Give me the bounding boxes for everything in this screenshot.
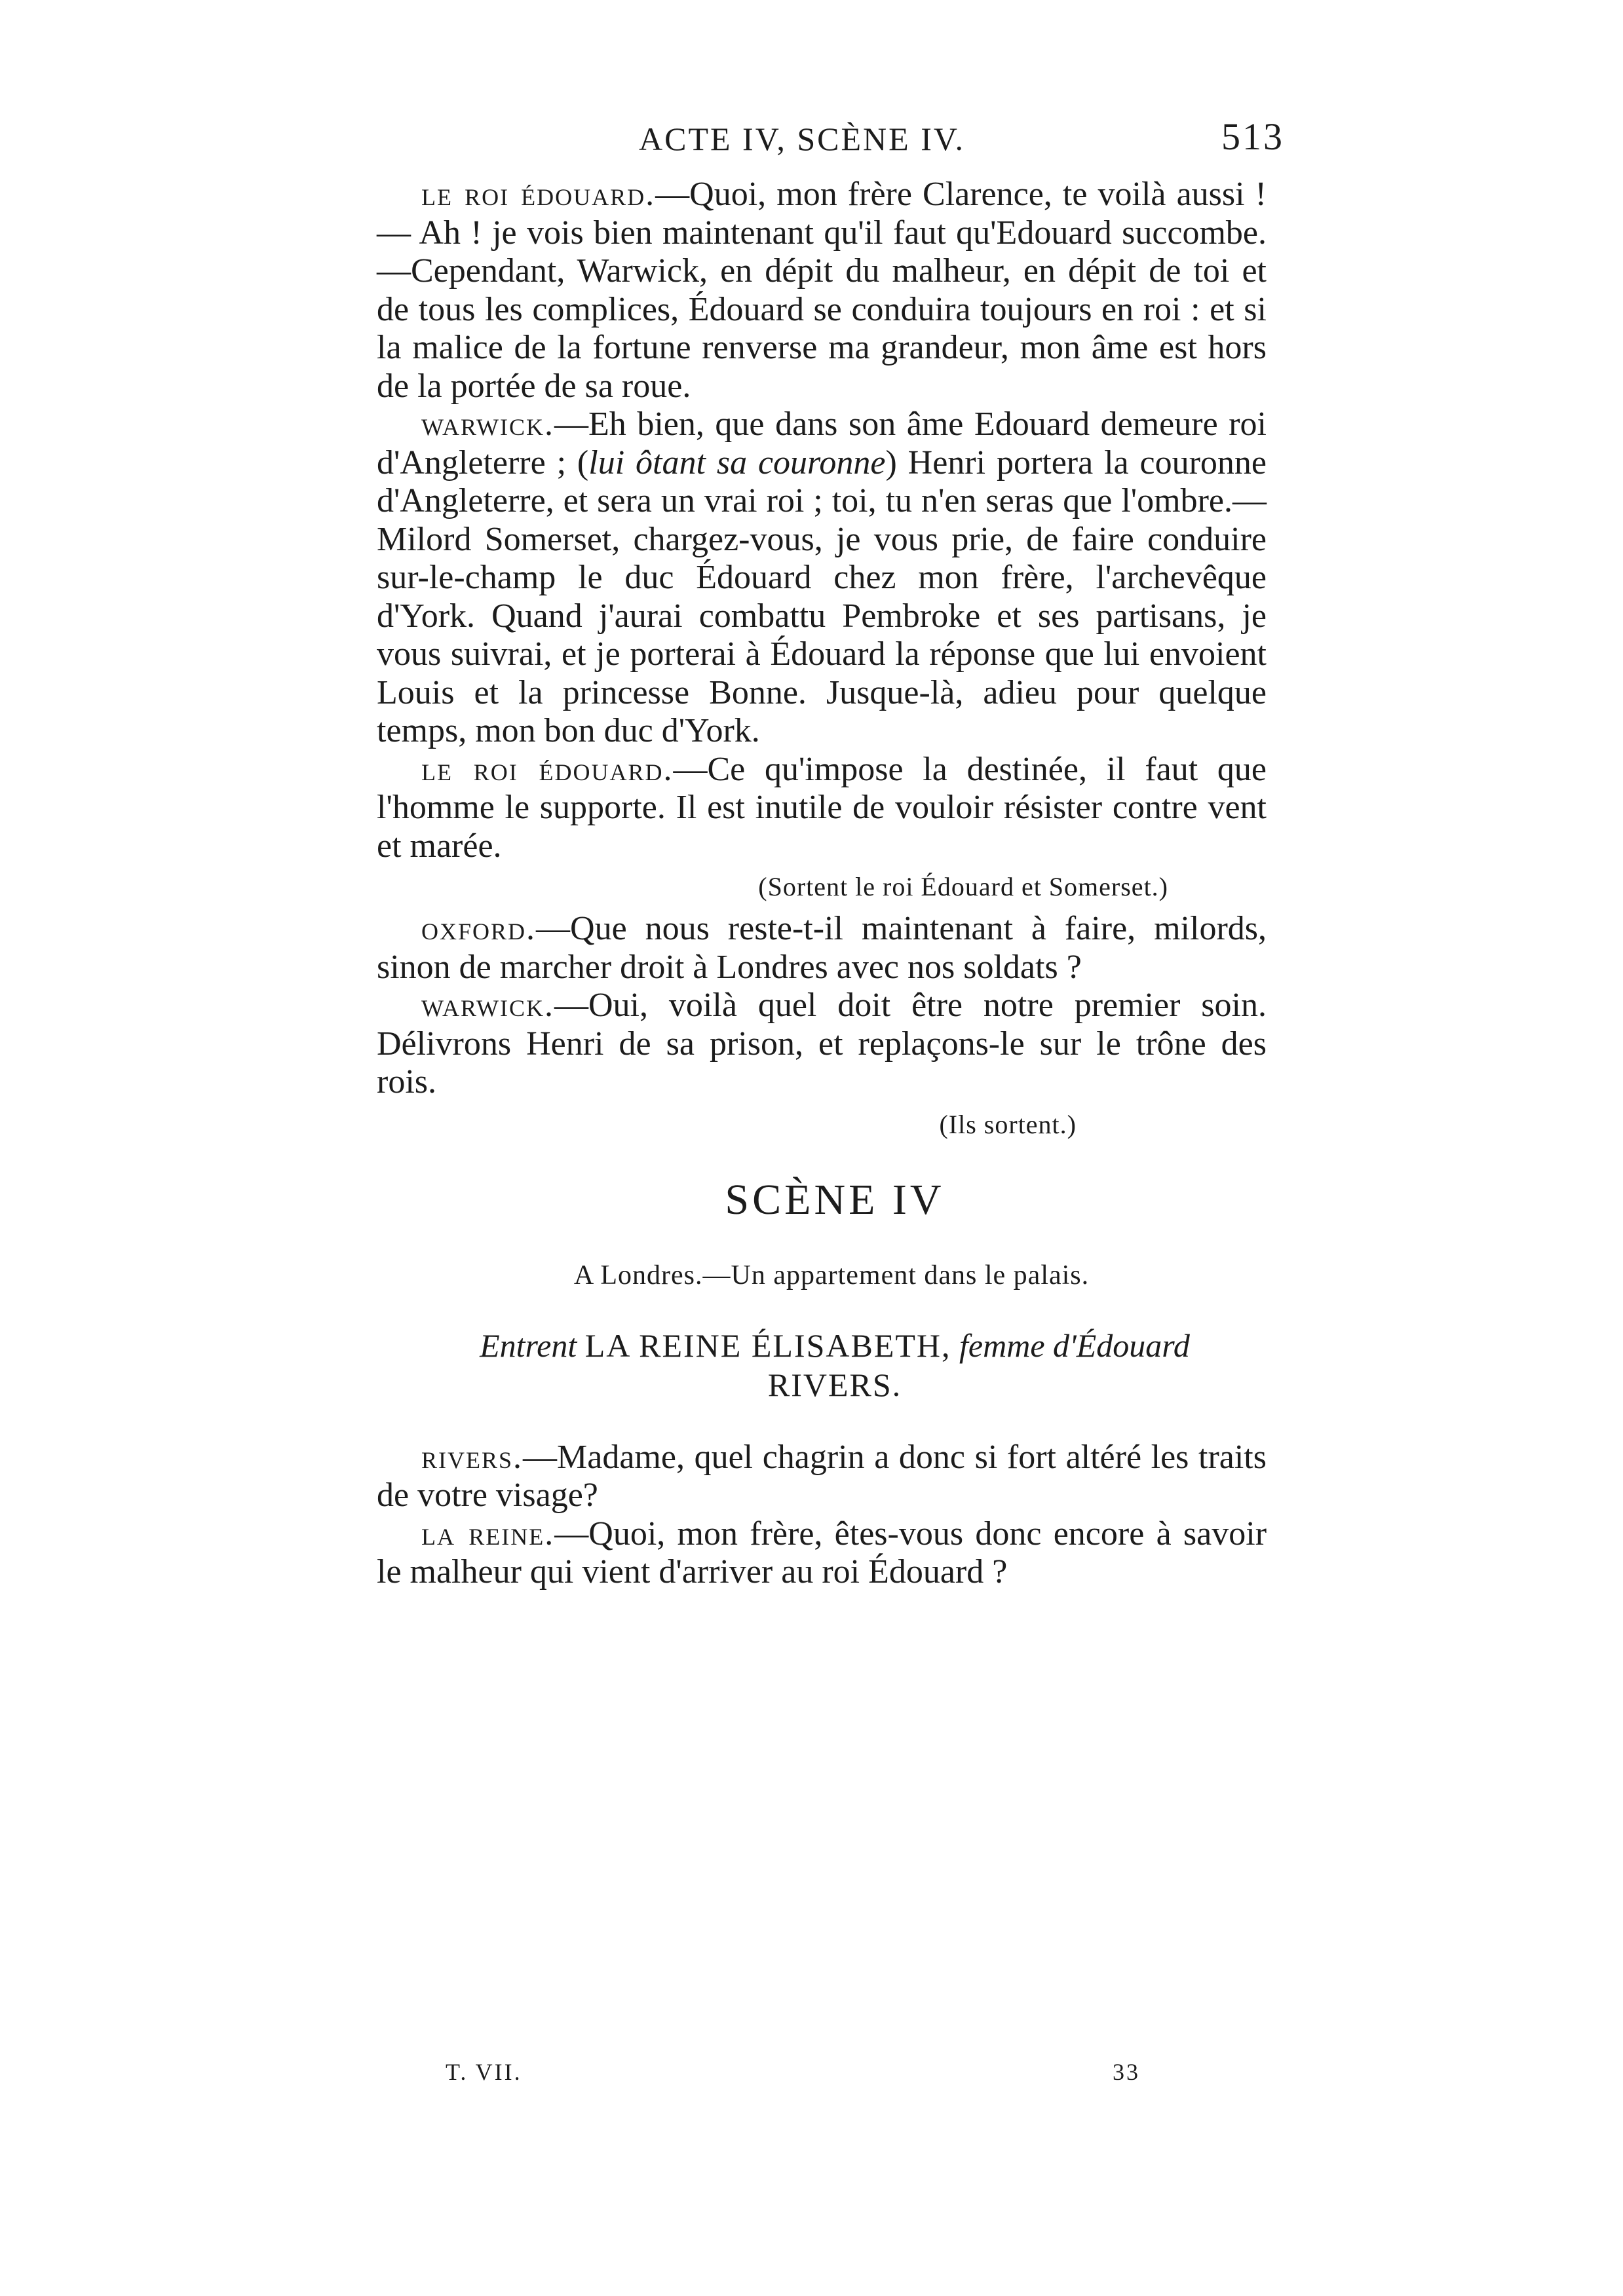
stage-direction-exit-edouard: (Sortent le roi Édouard et Somerset.): [758, 872, 1168, 901]
speaker-name: oxford.: [421, 910, 537, 947]
speech-text: —Ce qu'impose la destinée, il faut que l'homme le supporte. Il est inutile de vouloir résister contre vent et marée.: [377, 750, 1267, 865]
entry-role: femme d'Édouard: [959, 1327, 1190, 1364]
speech-warwick-2: [377, 987, 1267, 1102]
speaker-name: warwick.: [421, 987, 554, 1024]
speaker-name: le roi édouard.: [421, 750, 674, 788]
entry-verb: Entrent: [480, 1327, 577, 1364]
speech-warwick-1: [377, 405, 1267, 751]
page-footer: [446, 2058, 1140, 2098]
volume-signature: T. VII.: [446, 2059, 522, 2085]
entry-names: LA REINE ÉLISABETH,: [584, 1327, 951, 1364]
speech-edouard-1: [377, 176, 1267, 405]
inline-stage-direction: lui ôtant sa couronne: [588, 443, 886, 481]
scene-heading: SCÈNE IV: [725, 1175, 945, 1224]
speech-rivers: [377, 1439, 1267, 1515]
page-number: 513: [1221, 115, 1284, 158]
stage-direction-exit-all: (Ils sortent.): [939, 1109, 1077, 1139]
speech-reine: [377, 1515, 1267, 1592]
speech-text: —Oui, voilà quel doit être notre premier soin. Délivrons Henri de sa prison, et replaçons-le sur le trône des rois.: [377, 987, 1267, 1101]
speech-text: —Que nous reste-t-il maintenant à faire, milords, sinon de marcher droit à Londres avec nos soldats ?: [377, 910, 1267, 986]
speech-oxford: [377, 910, 1267, 987]
speech-text: ) Henri portera la couronne d'Angleterre, et sera un vrai roi ; toi, tu n'en seras que l'ombre.—Milord Somerset, chargez-vous, je vous prie, de faire conduire sur-le-champ le duc Édouard chez mon frère, l'archevêque d'York. Quand j'aurai combattu Pembroke et ses partisans, je vous suivrai, et je porterai à Édouard la réponse que lui envoient Louis et la princesse Bonne. Jusque-là, adieu pour quelque temps, mon bon duc d'York.: [377, 443, 1267, 749]
speaker-name: rivers.: [421, 1438, 524, 1476]
speech-edouard-2: [377, 751, 1267, 866]
gathering-signature: 33: [1113, 2059, 1140, 2085]
entry-names-second: RIVERS.: [767, 1366, 902, 1403]
speaker-name: le roi édouard.: [421, 176, 656, 213]
scene-setting: A Londres.—Un appartement dans le palais.: [573, 1260, 1090, 1290]
speech-text: —Quoi, mon frère Clarence, te voilà aussi ! — Ah ! je vois bien maintenant qu'il faut qu'Edouard succombe.—Cependant, Warwick, en dépit du malheur, en dépit de toi et de tous les complices, Édouard se conduira toujours en roi : et si la malice de la fortune renverse ma grandeur, mon âme est hors de la portée de sa roue.: [377, 176, 1267, 405]
page-text: [377, 176, 1267, 1592]
entry-direction: [403, 1326, 1267, 1404]
speech-text: —Madame, quel chagrin a donc si fort altéré les traits de votre visage?: [377, 1438, 1267, 1514]
running-title: ACTE IV, SCÈNE IV.: [639, 121, 966, 157]
running-head: [380, 115, 1284, 167]
speech-text: —Quoi, mon frère, êtes-vous donc encore à savoir le malheur qui vient d'arriver au roi Édouard ?: [377, 1515, 1267, 1590]
speaker-name: la reine.: [421, 1515, 555, 1553]
speaker-name: warwick.: [421, 405, 554, 443]
speech-text: —Eh bien, que dans son âme Edouard demeure roi d'Angleterre ; (: [377, 405, 1267, 481]
